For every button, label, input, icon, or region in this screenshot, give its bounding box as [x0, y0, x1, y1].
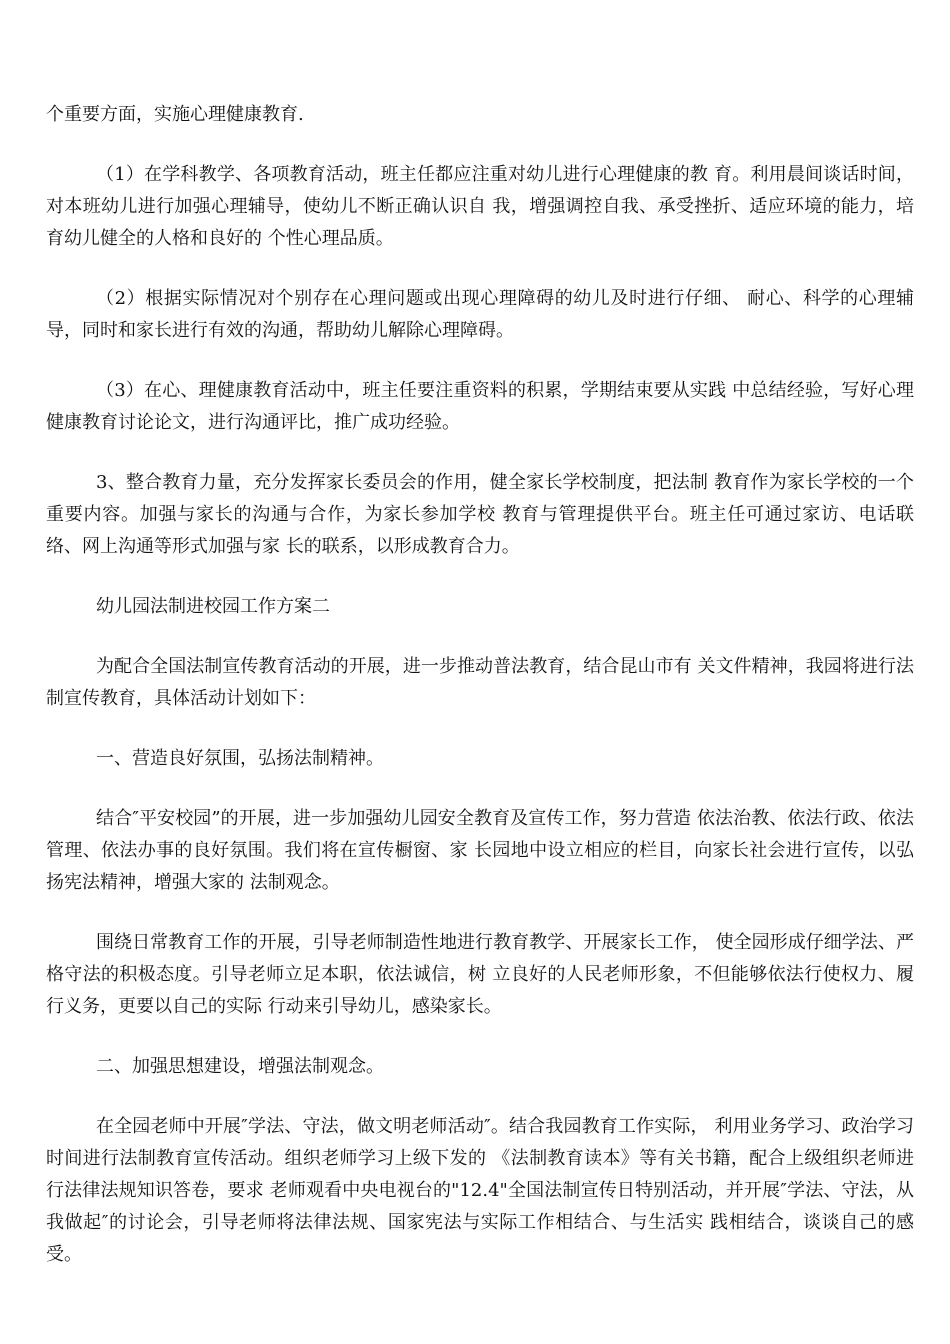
paragraph-item-3: （3）在心、理健康教育活动中，班主任要注重资料的积累，学期结束要从实践 中总结经验，写好心理健康教育讨论论文，进行沟通评比，推广成功经验。	[46, 380, 914, 433]
section-heading-two: 二、加强思想建设，增强法制观念。	[96, 1056, 384, 1077]
paragraph-safe-campus: 结合″平安校园”的开展，进一步加强幼儿园安全教育及宣传工作，努力营造 依法治教、依法行政、依法管理、依法办事的良好氛围。我们将在宣传橱窗、家 长园地中设立相应的栏目，向家长社会进行宣传，以弘扬宪法精神，增强大家的 法制观念。	[46, 808, 914, 893]
paragraph-section-3: 3、整合教育力量，充分发挥家长委员会的作用，健全家长学校制度，把法制 教育作为家长学校的一个重要内容。加强与家长的沟通与合作，为家长参加学校 教育与管理提供平台。班主任可通过家访、电话联络、网上沟通等形式加强与家 长的联系，以形成教育合力。	[46, 472, 914, 557]
paragraph-item-2: （2）根据实际情况对个别存在心理问题或出现心理障碍的幼儿及时进行仔细、 耐心、科学的心理辅导，同时和家长进行有效的沟通，帮助幼儿解除心理障碍。	[46, 288, 914, 341]
paragraph-item-1: （1）在学科教学、各项教育活动，班主任都应注重对幼儿进行心理健康的教 育。利用晨间谈话时间，对本班幼儿进行加强心理辅导，使幼儿不断正确认识自 我，增强调控自我、承受挫折、适应环境的能力，培育幼儿健全的人格和良好的 个性心理品质。	[46, 164, 914, 249]
section-heading-one: 一、营造良好氛围，弘扬法制精神。	[96, 748, 384, 769]
paragraph-teacher-activity: 在全园老师中开展″学法、守法，做文明老师活动″。结合我园教育工作实际， 利用业务学习、政治学习时间进行法制教育宣传活动。组织老师学习上级下发的 《法制教育读本》等有关书籍，配合上级组织老师进行法律法规知识答卷，要求 老师观看中央电视台的"12.4"全国法制宣传日特别活动，并开展″学法、守法，从 我做起″的讨论会，引导老师将法律法规、国家宪法与实际工作相结合、与生活实 践相结合，谈谈自己的感受。	[46, 1116, 914, 1265]
section-heading-plan-two: 幼儿园法制进校园工作方案二	[96, 596, 330, 617]
paragraph-intro: 为配合全国法制宣传教育活动的开展，进一步推动普法教育，结合昆山市有 关文件精神，我园将进行法制宣传教育，具体活动计划如下：	[46, 656, 914, 709]
paragraph-continuation: 个重要方面，实施心理健康教育.	[46, 104, 304, 125]
paragraph-daily-work: 围绕日常教育工作的开展，引导老师制造性地进行教育教学、开展家长工作， 使全园形成仔细学法、严格守法的积极态度。引导老师立足本职，依法诚信，树 立良好的人民老师形象，不但能够依法行使权力、履行义务，更要以自己的实际 行动来引导幼儿，感染家长。	[46, 932, 914, 1017]
document-body	[46, 99, 914, 1299]
